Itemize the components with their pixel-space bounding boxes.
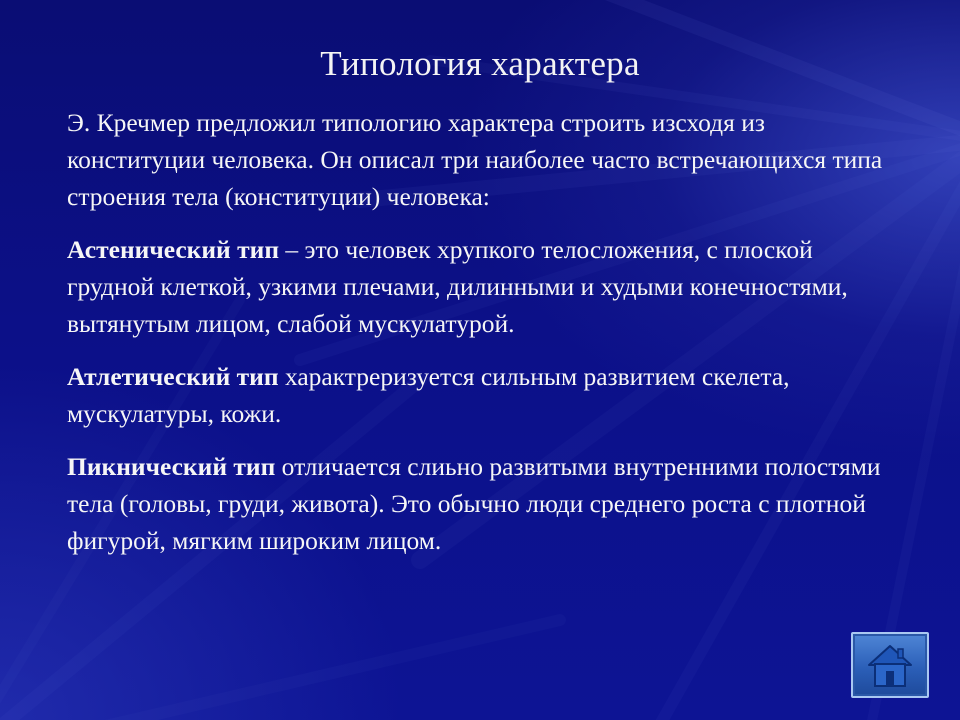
intro-paragraph: Э. Кречмер предложил типологию характера строить изсходя из конституции человека. Он описал три наиболее часто встречающихся типа строения тела (конституции) человека: xyxy=(67,108,883,211)
type-paragraph-pyknic xyxy=(67,448,887,559)
type-name: Атлетический тип xyxy=(67,362,279,391)
slide-body xyxy=(67,104,887,575)
type-paragraph-asthenic xyxy=(67,231,887,342)
type-name: Пикнический тип xyxy=(67,452,276,481)
slide-title: Типология характера xyxy=(320,44,640,83)
home-button[interactable] xyxy=(851,632,929,698)
home-icon xyxy=(867,643,913,689)
type-description: отличается слиьно развитыми внутренними полостями тела (головы, груди, живота). Это обычно люди среднего роста с плотной фигурой, мягким широким лицом. xyxy=(67,452,881,555)
type-description: – это человек хрупкого телосложения, с плоской грудной клеткой, узкими плечами, дилинными и худыми конечностями, вытянутым лицом, слабой мускулатурой. xyxy=(67,235,848,338)
type-paragraph-athletic xyxy=(67,358,887,432)
type-description: характреризуется сильным развитием скелета, мускулатуры, кожи. xyxy=(67,362,790,428)
type-name: Астенический тип xyxy=(67,235,280,264)
